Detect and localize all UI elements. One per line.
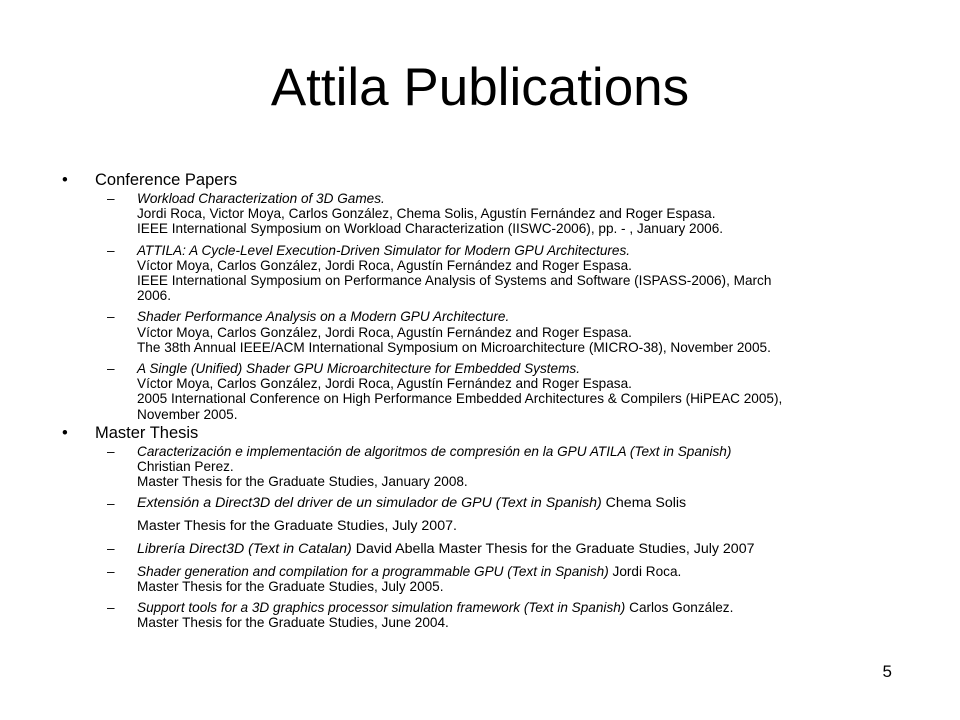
entry-plain-text: IEEE International Symposium on Workload Characterization (IISWC-2006), pp. - , January 2006. [137,221,724,237]
entry-line [137,564,754,579]
dash-icon: – [107,563,115,579]
thesis-entry [62,564,754,594]
thesis-entry [62,444,754,490]
entry-plain-text: Christian Perez. [137,459,234,475]
entry-italic-text: Librería Direct3D (Text in Catalan) [137,540,352,557]
bullet-icon: • [62,171,68,189]
entry-line [137,600,754,615]
dash-icon: – [107,600,115,616]
entry-line [137,518,754,535]
thesis-entry [62,541,754,558]
section-conference-papers [62,171,782,428]
entry-plain-text: Carlos González. [625,600,734,616]
entry-line [137,541,754,558]
entry-italic-text: Extensión a Direct3D del driver de un simulador de GPU (Text in Spanish) [137,494,602,511]
dash-icon: – [107,361,115,377]
entry-plain-text: November 2005. [137,406,238,422]
section-master-thesis [62,424,754,637]
dash-icon: – [107,242,115,258]
entry-line [137,391,782,406]
page-number: 5 [882,662,892,681]
entry-line [137,206,782,221]
entry-line [137,221,782,236]
section-heading-text: Conference Papers [95,171,238,189]
dash-icon: – [107,444,115,459]
entry-line [137,376,782,391]
entry-line [137,496,754,511]
entry-italic-text: ATTILA: A Cycle-Level Execution-Driven Simulator for Modern GPU Architectures. [137,242,631,258]
entry-plain-text: Master Thesis for the Graduate Studies, June 2004. [137,615,449,631]
entry-plain-text: Víctor Moya, Carlos González, Jordi Roca, Agustín Fernández and Roger Espasa. [137,257,632,273]
entry-line [137,444,754,459]
entry-plain-text: Master Thesis for the Graduate Studies, January 2008. [137,474,468,490]
entry-plain-text: Jordi Roca. [608,563,682,579]
entry-plain-text: David Abella Master Thesis for the Graduate Studies, July 2007 [351,540,755,557]
bullet-icon: • [62,424,68,442]
thesis-entry [62,600,754,630]
dash-icon: – [107,495,115,511]
entry-line [137,258,782,273]
entry-plain-text: 2005 International Conference on High Performance Embedded Architectures & Compilers (HiPEAC 2005), [137,391,783,407]
entry-plain-text: Master Thesis for the Graduate Studies, July 2007. [137,517,457,534]
publication-entry [62,309,782,355]
entry-line [137,579,754,594]
section-heading [62,424,754,443]
entry-line [137,243,782,258]
entry-italic-text: Support tools for a 3D graphics processor simulation framework (Text in Spanish) [137,600,626,616]
entry-italic-text: Shader Performance Analysis on a Modern GPU Architecture. [137,309,510,325]
entry-line [137,191,782,206]
entry-italic-text: Workload Characterization of 3D Games. [137,191,385,206]
entry-line [137,288,782,303]
entry-line [137,615,754,630]
publication-entry [62,191,782,237]
entry-line [137,273,782,288]
entry-plain-text: Master Thesis for the Graduate Studies, July 2005. [137,579,444,595]
dash-icon: – [107,540,115,556]
dash-icon: – [107,309,115,325]
entry-line [137,361,782,376]
entry-plain-text: 2006. [137,288,172,304]
entry-plain-text: Víctor Moya, Carlos González, Jordi Roca, Agustín Fernández and Roger Espasa. [137,376,632,392]
entry-plain-text: Chema Solis [601,494,687,511]
entry-italic-text: Caracterización e implementación de algoritmos de compresión en la GPU ATILA (Text in Spanish) [137,444,732,459]
section-heading [62,171,782,190]
entry-italic-text: A Single (Unified) Shader GPU Microarchitecture for Embedded Systems. [137,361,580,377]
entry-line [137,459,754,474]
entry-italic-text: Shader generation and compilation for a programmable GPU (Text in Spanish) [137,563,609,579]
entry-plain-text: IEEE International Symposium on Performance Analysis of Systems and Software (ISPASS-2006), March [137,273,772,289]
entry-plain-text: Jordi Roca, Victor Moya, Carlos González, Chema Solis, Agustín Fernández and Roger Espasa. [137,206,716,222]
publication-entry [62,361,782,422]
entry-plain-text: The 38th Annual IEEE/ACM International Symposium on Microarchitecture (MICRO-38), November 2005. [137,339,771,355]
section-heading-text: Master Thesis [95,424,199,442]
entry-line [137,474,754,489]
entry-line [137,325,782,340]
entry-line [137,309,782,324]
entry-line [137,340,782,355]
slide-title: Attila Publications [270,58,690,117]
entry-line [137,407,782,422]
thesis-entry [62,496,754,535]
publication-entry [62,243,782,304]
entry-plain-text: Víctor Moya, Carlos González, Jordi Roca, Agustín Fernández and Roger Espasa. [137,324,632,340]
dash-icon: – [107,191,115,206]
